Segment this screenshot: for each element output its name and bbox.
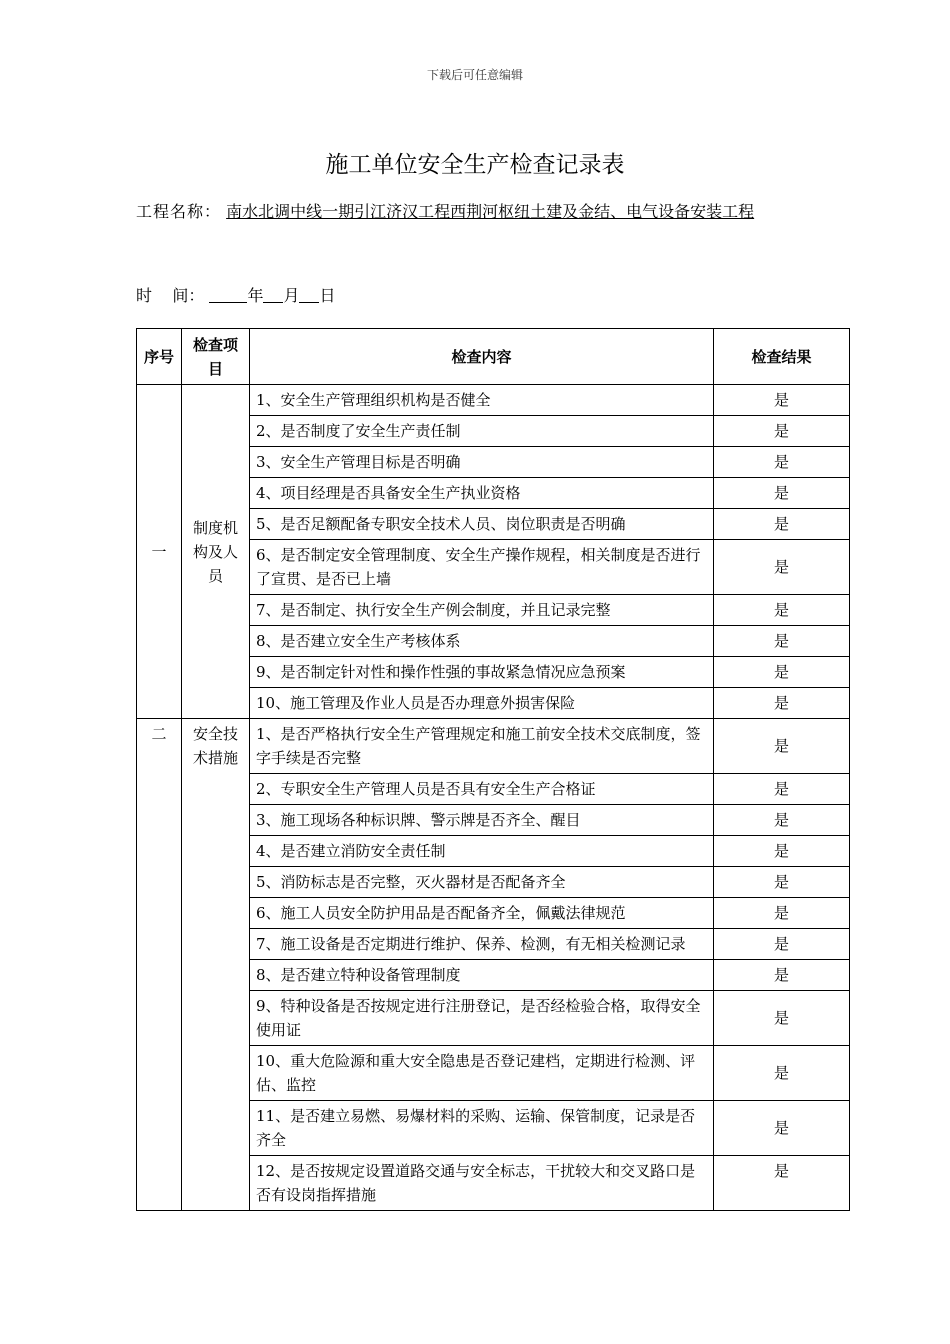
check-result: 是 [714,960,850,991]
check-content: 8、是否建立特种设备管理制度 [250,960,714,991]
header-note: 下载后可任意编辑 [426,68,523,82]
check-result: 是 [714,1156,850,1211]
group-item: 制度机构及人员 [182,385,250,719]
check-content: 1、安全生产管理组织机构是否健全 [250,385,714,416]
day-label: 日 [319,286,336,305]
check-content: 11、是否建立易燃、易爆材料的采购、运输、保管制度，记录是否齐全 [250,1101,714,1156]
year-blank [209,286,247,303]
group-item: 安全技术措施 [182,719,250,1211]
month-blank [263,286,283,303]
check-content: 4、项目经理是否具备安全生产执业资格 [250,478,714,509]
check-content: 3、安全生产管理目标是否明确 [250,447,714,478]
check-result: 是 [714,416,850,447]
check-result: 是 [714,719,850,774]
check-result: 是 [714,540,850,595]
check-result: 是 [714,1101,850,1156]
header-seq: 序号 [137,329,182,385]
check-content: 10、重大危险源和重大安全隐患是否登记建档，定期进行检测、评估、监控 [250,1046,714,1101]
check-result: 是 [714,867,850,898]
check-result: 是 [714,929,850,960]
check-result: 是 [714,898,850,929]
header-item: 检查项目 [182,329,250,385]
check-content: 9、特种设备是否按规定进行注册登记，是否经检验合格，取得安全使用证 [250,991,714,1046]
check-content: 3、施工现场各种标识牌、警示牌是否齐全、醒目 [250,805,714,836]
check-content: 10、施工管理及作业人员是否办理意外损害保险 [250,688,714,719]
year-label: 年 [247,286,264,305]
header-result: 检查结果 [714,329,850,385]
check-content: 6、施工人员安全防护用品是否配备齐全，佩戴法律规范 [250,898,714,929]
check-content: 5、是否足额配备专职安全技术人员、岗位职责是否明确 [250,509,714,540]
check-result: 是 [714,1046,850,1101]
date-line [136,283,336,306]
check-result: 是 [714,595,850,626]
table-header-row [137,329,850,385]
month-label: 月 [283,286,300,305]
check-result: 是 [714,688,850,719]
check-result: 是 [714,447,850,478]
check-result: 是 [714,991,850,1046]
day-blank [299,286,319,303]
check-content: 2、专职安全生产管理人员是否具有安全生产合格证 [250,774,714,805]
check-content: 8、是否建立安全生产考核体系 [250,626,714,657]
check-content: 6、是否制定安全管理制度、安全生产操作规程，相关制度是否进行了宣贯、是否已上墙 [250,540,714,595]
check-result: 是 [714,774,850,805]
check-content: 4、是否建立消防安全责任制 [250,836,714,867]
project-line [136,188,848,236]
check-result: 是 [714,385,850,416]
project-name: 南水北调中线一期引江济汉工程西荆河枢纽土建及金结、电气设备安装工程 [226,202,755,221]
check-content: 1、是否严格执行安全生产管理规定和施工前安全技术交底制度，签字手续是否完整 [250,719,714,774]
project-label: 工程名称： [136,202,222,221]
check-result: 是 [714,805,850,836]
table-row [137,385,850,416]
check-result: 是 [714,626,850,657]
check-content: 7、是否制定、执行安全生产例会制度，并且记录完整 [250,595,714,626]
inspection-table [136,328,850,1211]
check-result: 是 [714,509,850,540]
check-result: 是 [714,478,850,509]
table-row [137,719,850,774]
group-seq: 一 [137,385,182,719]
document-title: 施工单位安全生产检查记录表 [325,152,625,178]
check-content: 5、消防标志是否完整，灭火器材是否配备齐全 [250,867,714,898]
check-content: 2、是否制度了安全生产责任制 [250,416,714,447]
header-content: 检查内容 [250,329,714,385]
check-result: 是 [714,657,850,688]
check-content: 12、是否按规定设置道路交通与安全标志，干扰较大和交叉路口是否有设岗指挥措施 [250,1156,714,1211]
check-result: 是 [714,836,850,867]
check-content: 9、是否制定针对性和操作性强的事故紧急情况应急预案 [250,657,714,688]
group-seq: 二 [137,719,182,1211]
check-content: 7、施工设备是否定期进行维护、保养、检测，有无相关检测记录 [250,929,714,960]
date-label: 时 间： [136,286,205,305]
